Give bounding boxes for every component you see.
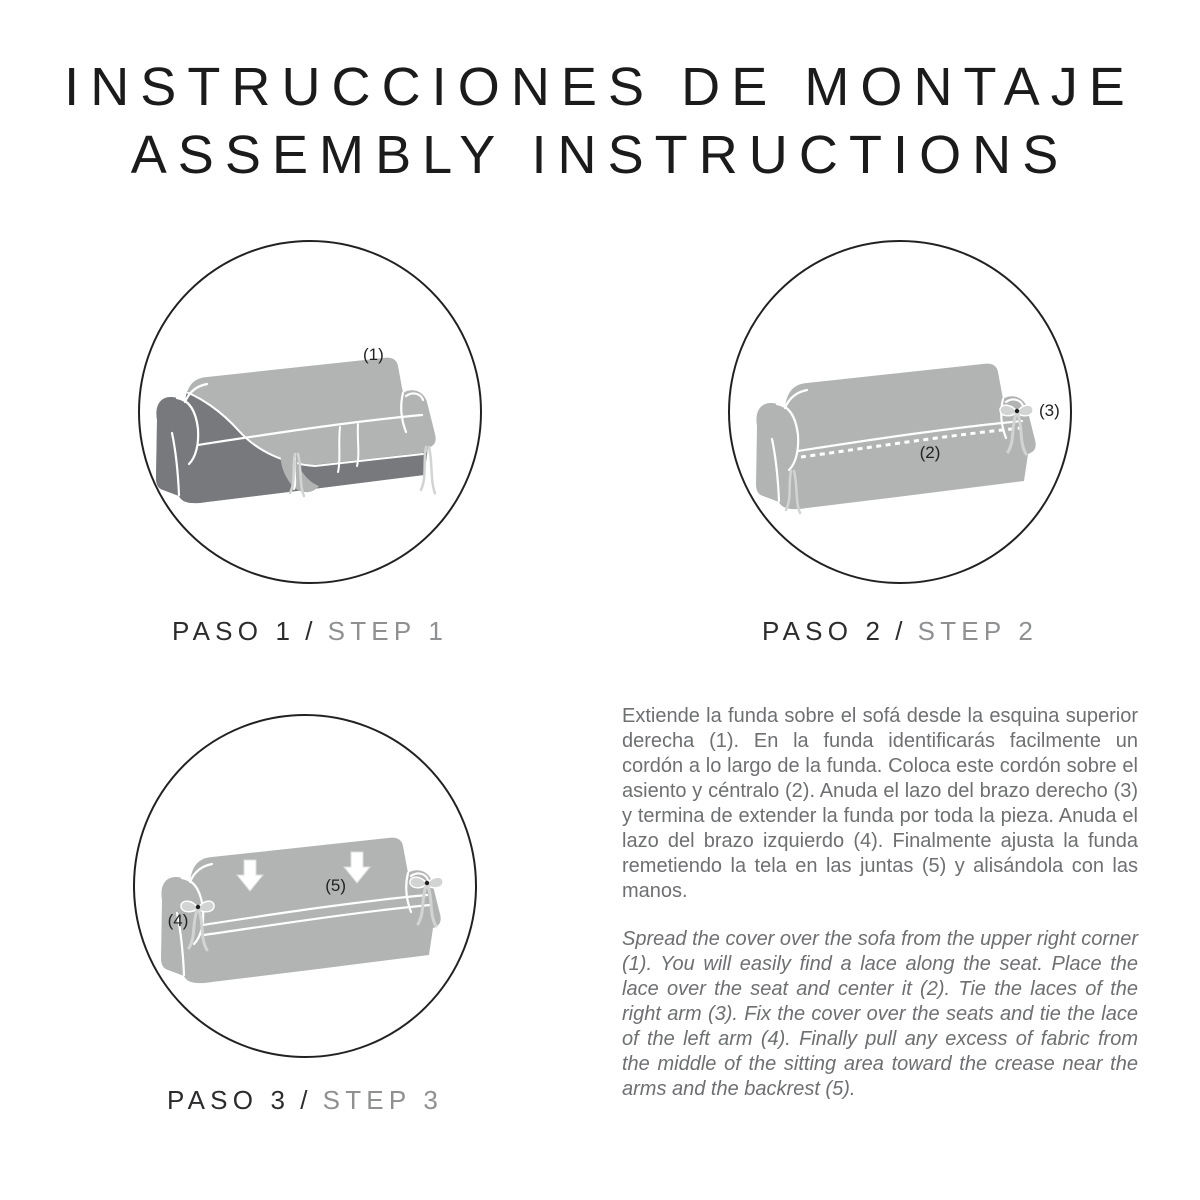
step2-caption [728, 616, 1072, 647]
step1-label: STEP 1 [327, 616, 448, 646]
caption-slash: / [895, 616, 908, 646]
page-title-spanish: INSTRUCCIONES DE MONTAJE [64, 57, 1136, 117]
paso1-label: PASO 1 [172, 616, 296, 646]
marker-4: (4) [167, 911, 189, 930]
caption-slash: / [300, 1085, 313, 1115]
english-instructions-paragraph: Spread the cover over the sofa from the upper right corner (1). You will easily find a lace along the seat. Place the lace over the seat and center it (2). Tie the laces of the right arm (3). Fix the cover over the seats and tie the lace of the left arm (4). Finally pull any excess of fabric from the middle of the sitting area toward the crease near the arms and the backrest (5). [622, 928, 1138, 1100]
marker-3: (3) [1039, 401, 1060, 420]
step3-caption [133, 1085, 477, 1116]
paso3-label: PASO 3 [167, 1085, 291, 1115]
instructions-panel [622, 704, 1138, 1125]
step1-sofa-illustration [145, 332, 475, 517]
step3-sofa-illustration [150, 812, 480, 997]
marker-2: (2) [919, 443, 941, 462]
step1-caption [138, 616, 482, 647]
paso2-label: PASO 2 [762, 616, 886, 646]
page-title-english: ASSEMBLY INSTRUCTIONS [130, 125, 1070, 185]
step3-label: STEP 3 [322, 1085, 443, 1115]
marker-5: (5) [325, 876, 346, 895]
spanish-instructions-paragraph: Extiende la funda sobre el sofá desde la esquina superior derecha (1). En la funda identificarás facilmente un cordón a lo largo de la funda. Coloca este cordón sobre el asiento y céntralo (2). Anuda el lazo del brazo derecho (3) y termina de extender la funda por toda la pieza. Anuda el lazo del brazo izquierdo (4). Finalmente ajusta la funda remetiendo la tela en las juntas (5) y alisándola con las manos. [622, 705, 1138, 902]
caption-slash: / [305, 616, 318, 646]
step2-sofa-illustration [745, 338, 1075, 523]
marker-1: (1) [363, 345, 384, 364]
step2-label: STEP 2 [917, 616, 1038, 646]
